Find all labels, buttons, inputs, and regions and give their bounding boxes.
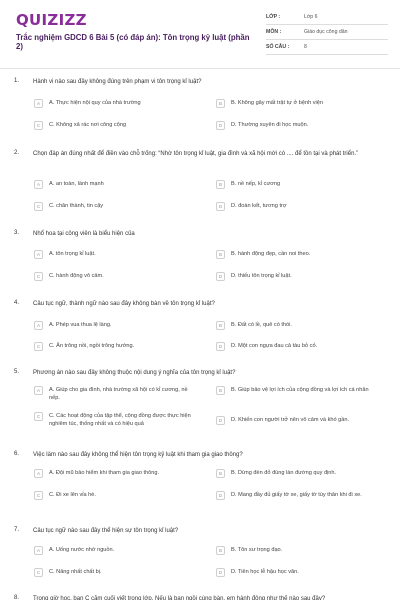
question-list [0,78,400,600]
option-text: A. Uống nước nhớ nguồn. [49,547,115,553]
option-letter-badge: C [34,491,43,500]
question-number: 3. [14,230,20,236]
option-letter-badge: A [34,180,43,189]
option-letter-badge: D [216,202,225,211]
meta-value: Giáo dục công dân [304,29,348,35]
option-letter-badge: B [216,469,225,478]
option-a[interactable] [34,469,194,478]
question-text: Trong giờ học, bạn C cắm cuối viết trong lớp. Nếu là bạn ngồi cùng bàn, em hành động như thế nào sau đây? [33,596,326,600]
option-text: B. Dừng đèn đỏ đúng làn đường quy định. [231,470,337,476]
option-text: D. Thường xuyên đi học muộn. [231,122,309,128]
meta-key: SỐ CÂU : [266,44,290,50]
question-6 [0,451,400,527]
worksheet-meta [266,10,388,55]
option-text: A. Phép vua thua lệ làng. [49,322,112,328]
option-text: C. Không xả rác nơi công cộng [49,122,127,128]
worksheet-header [0,0,400,66]
option-letter-badge: D [216,416,225,425]
meta-row-subject [266,25,388,40]
option-letter-badge: A [34,250,43,259]
meta-row-count [266,40,388,55]
option-text: D. Mang đầy đủ giấy tờ xe, giấy tờ tùy thân khi đi xe. [231,492,362,498]
meta-value: Lớp 6 [304,14,318,20]
question-text: Chọn đáp án đúng nhất để điền vào chỗ trống: “Nhờ tôn trọng kỉ luật, gia đình và xã hội mới có .... để tồn tại và phát triển.” [33,151,359,157]
question-1 [0,78,400,150]
quizizz-logo: QUIZIZZ [16,11,87,29]
option-c[interactable] [34,412,194,428]
option-b[interactable] [216,250,386,259]
option-text: D. Tiên học lễ hậu học văn. [231,569,299,575]
option-a[interactable] [34,321,194,330]
option-letter-badge: C [34,202,43,211]
option-text: B. Không gây mất trật tự ở bệnh viện [231,100,323,106]
option-letter-badge: C [34,121,43,130]
question-number: 8. [14,595,20,600]
option-text: A. Thực hiện nội quy của nhà trường [49,100,141,106]
option-text: B. hành động đẹp, cần noi theo. [231,251,311,257]
option-d[interactable] [216,568,386,577]
option-text: B. Đất có lề, quê có thói. [231,322,292,328]
question-number: 5. [14,369,20,375]
option-text: C. hành động vô cảm. [49,273,104,279]
question-text: Phương án nào sau đây không thuộc nội dung ý nghĩa của tôn trọng kỉ luật? [33,370,236,376]
option-letter-badge: C [34,342,43,351]
option-text: A. tôn trọng kỉ luật. [49,251,96,257]
option-b[interactable] [216,321,386,330]
option-d[interactable] [216,416,386,425]
option-letter-badge: B [216,250,225,259]
option-text: B. Tôn sư trọng đạo. [231,547,283,553]
option-a[interactable] [34,386,194,402]
option-a[interactable] [34,250,194,259]
option-letter-badge: B [216,386,225,395]
option-letter-badge: C [34,272,43,281]
option-text: A. an toàn, lành mạnh [49,181,104,187]
meta-key: MÔN : [266,29,282,35]
option-c[interactable] [34,342,194,351]
option-d[interactable] [216,272,386,281]
meta-row-class [266,10,388,25]
option-letter-badge: A [34,99,43,108]
question-2 [0,150,400,230]
option-b[interactable] [216,386,386,395]
question-number: 4. [14,300,20,306]
option-letter-badge: B [216,321,225,330]
option-text: C. Ăn trông nồi, ngồi trông hướng. [49,343,135,349]
question-number: 1. [14,78,20,84]
option-d[interactable] [216,491,386,500]
question-text: Câu tục ngữ nào sau đây thể hiện sự tôn trọng kỉ luật? [33,528,179,534]
option-letter-badge: D [216,491,225,500]
option-letter-badge: A [34,546,43,555]
option-text: C. Các hoạt động của tập thể, cộng đồng được thực hiện nghiêm túc, thống nhất và có hiệu quả [49,413,191,427]
option-a[interactable] [34,180,194,189]
option-letter-badge: D [216,272,225,281]
question-5 [0,369,400,451]
option-text: C. Nâng nhất chất bị. [49,569,102,575]
option-letter-badge: D [216,568,225,577]
question-text: Việc làm nào sau đây không thể hiện tôn trọng kỷ luật khi tham gia giao thông? [33,452,243,458]
option-text: A. Giúp cho gia đình, nhà trường xã hội có kỉ cương, nề nếp. [49,387,188,401]
option-c[interactable] [34,202,194,211]
question-text: Hành vi nào sau đây không đúng trên phạm vi tôn trọng kỉ luật? [33,79,202,85]
option-text: D. Khiến con người trở nên vô cảm và khó gần. [231,417,350,423]
option-text: D. thiếu tôn trọng kỉ luật. [231,273,292,279]
option-d[interactable] [216,342,386,351]
worksheet-title: Trắc nghiệm GDCD 6 Bài 5 (có đáp án): Tôn trọng kỷ luật (phần 2) [16,33,250,51]
option-c[interactable] [34,121,194,130]
option-letter-badge: A [34,321,43,330]
option-text: C. Đi xe lên vỉa hè. [49,492,96,498]
header-divider [0,68,400,69]
option-letter-badge: A [34,469,43,478]
option-b[interactable] [216,469,386,478]
option-text: B. Giúp bảo vệ lợi ích của cộng đồng và lợi ích cá nhân [231,387,369,393]
option-b[interactable] [216,180,386,189]
option-c[interactable] [34,491,194,500]
question-8 [0,595,400,600]
option-b[interactable] [216,99,386,108]
option-text: D. đoàn kết, tương trợ [231,203,287,209]
option-letter-badge: C [34,412,43,421]
option-letter-badge: C [34,568,43,577]
meta-key: LỚP : [266,14,281,20]
option-d[interactable] [216,121,386,130]
option-text: A. Đội mũ bảo hiểm khi tham gia giao thông. [49,470,160,476]
option-a[interactable] [34,546,194,555]
question-number: 2. [14,150,20,156]
question-4 [0,300,400,369]
option-letter-badge: D [216,121,225,130]
option-a[interactable] [34,99,194,108]
option-d[interactable] [216,202,386,211]
option-letter-badge: B [216,180,225,189]
option-b[interactable] [216,546,386,555]
option-text: D. Một con ngựa đau cả tàu bỏ cỏ. [231,343,318,349]
option-letter-badge: D [216,342,225,351]
option-letter-badge: B [216,99,225,108]
question-number: 6. [14,451,20,457]
meta-value: 8 [304,44,307,50]
option-text: B. nề nếp, kỉ cương [231,181,281,187]
option-c[interactable] [34,568,194,577]
question-text: Câu tục ngữ, thành ngữ nào sau đây không bàn về tôn trọng kỉ luật? [33,301,215,307]
option-c[interactable] [34,272,194,281]
question-text: Nhổ hoa tại công viên là biểu hiện của [33,231,135,237]
question-number: 7. [14,527,20,533]
question-3 [0,230,400,300]
question-7 [0,527,400,595]
option-letter-badge: B [216,546,225,555]
option-text: C. chân thành, tin cậy [49,203,104,209]
option-letter-badge: A [34,386,43,395]
